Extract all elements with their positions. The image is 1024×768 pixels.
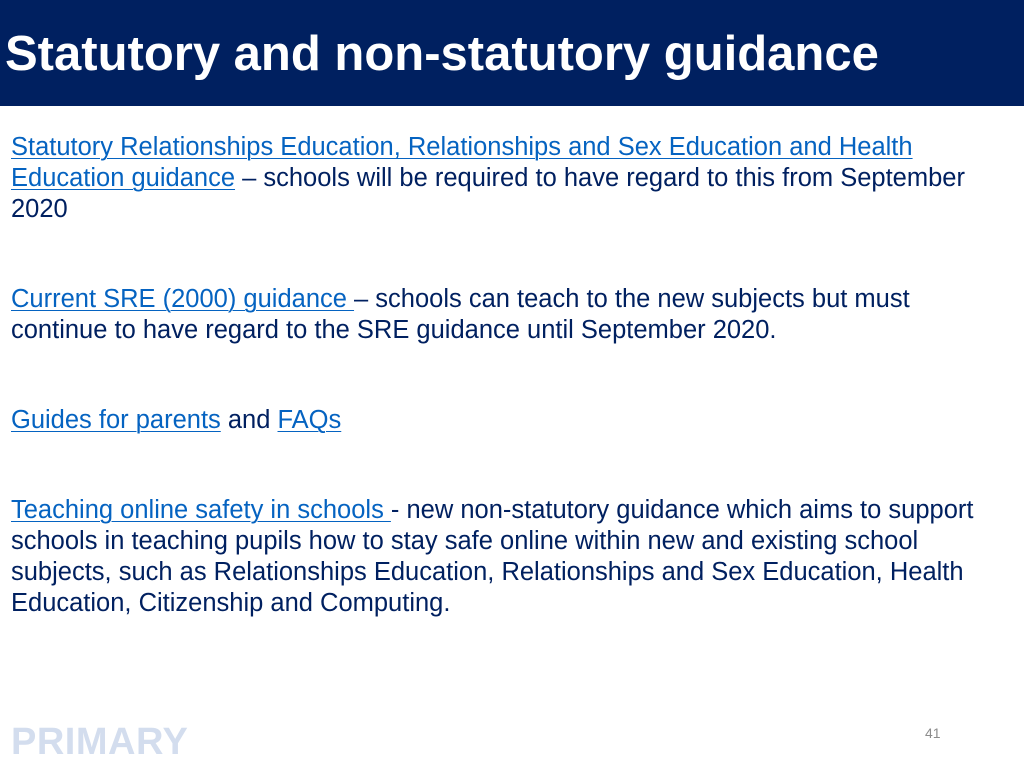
link-current-sre-guidance[interactable]: Current SRE (2000) guidance <box>11 285 355 313</box>
paragraph-joiner: and <box>220 406 278 434</box>
paragraph-text: - new non-statutory guidance which aims to support schools in teaching pupils how to stay safe online within new and existing school subjects, such as Relationships Education, Relationships and Sex Education, Health Education, Citizenship and Computing. <box>11 496 974 617</box>
slide-header <box>0 0 1024 106</box>
link-guides-for-parents[interactable]: Guides for parents <box>11 406 221 434</box>
paragraph-statutory-guidance <box>11 132 1001 225</box>
paragraph-parents-faqs <box>11 405 1001 436</box>
slide-title: Statutory and non-statutory guidance <box>5 27 879 81</box>
paragraph-online-safety <box>11 495 1001 619</box>
paragraph-text: – schools can teach to the new subjects but must continue to have regard to the SRE guidance until September 2020. <box>11 285 910 344</box>
page-number: 41 <box>925 725 941 741</box>
slide-content <box>11 132 1001 619</box>
link-teaching-online-safety[interactable]: Teaching online safety in schools <box>11 496 391 524</box>
paragraph-current-sre <box>11 284 1001 346</box>
footer-phase-label: PRIMARY <box>11 721 189 763</box>
paragraph-text: – schools will be required to have regard to this from September 2020 <box>11 164 965 223</box>
link-statutory-rse-guidance[interactable]: Statutory Relationships Education, Relationships and Sex Education and Health Education guidance <box>11 133 913 192</box>
link-faqs[interactable]: FAQs <box>277 406 342 434</box>
